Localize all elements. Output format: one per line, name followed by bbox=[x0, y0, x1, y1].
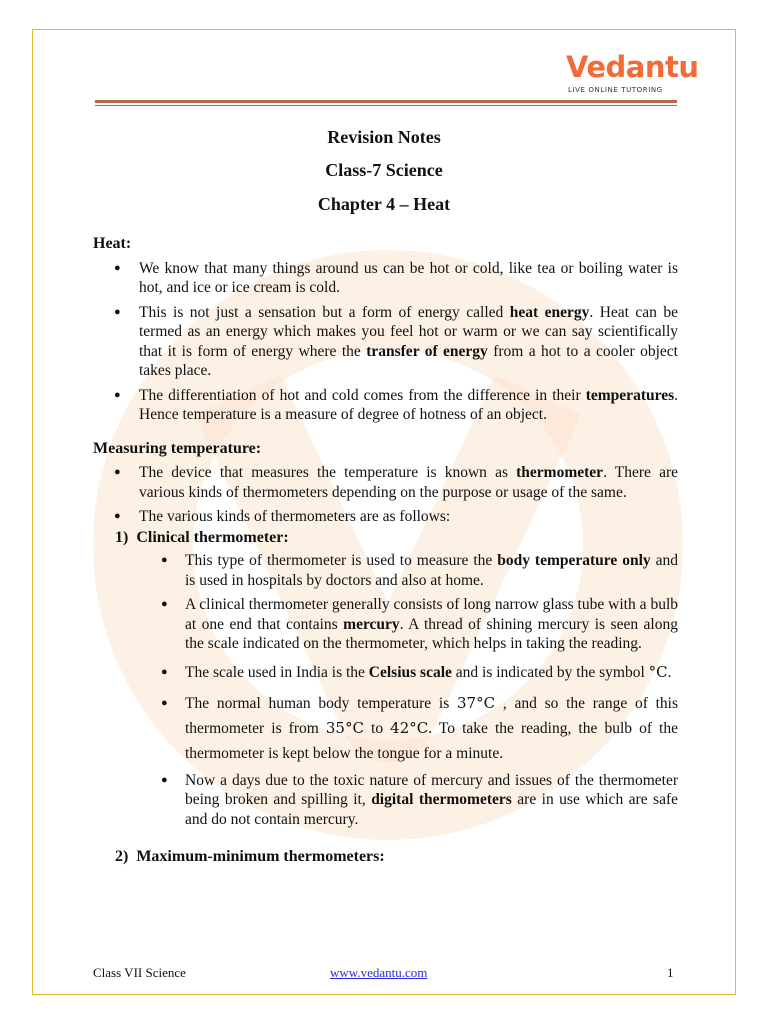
footer-class-label: Class VII Science bbox=[93, 965, 186, 980]
list-item: ● The scale used in India is the Celsius scale and is indicated by the symbol °C. bbox=[93, 659, 678, 686]
subheading-maxmin: 2) Maximum-minimum thermometers: bbox=[115, 848, 385, 865]
list-item: ● This type of thermometer is used to measure the body temperature only and is used in hospitals by doctors and also at home. bbox=[93, 551, 678, 590]
section-heading-measuring: Measuring temperature: bbox=[93, 439, 262, 457]
list-item: ● The differentiation of hot and cold comes from the difference in their temperatures. Hence temperature is a measure of degree of hotness of an object. bbox=[93, 386, 678, 425]
list-item: ● We know that many things around us can be hot or cold, like tea or boiling water is hot, and ice or ice cream is cold. bbox=[93, 259, 678, 298]
doc-title: Revision Notes bbox=[327, 127, 441, 147]
list-item: ● This is not just a sensation but a form of energy called heat energy. Heat can be termed as an energy which makes you feel hot or warm or we can say scientifically that it is form of energy where the transfer of energy from a hot to a cooler object takes place. bbox=[93, 303, 678, 381]
logo-tagline: LIVE ONLINE TUTORING bbox=[568, 86, 663, 94]
list-item: ● The normal human body temperature is 37°C , and so the range of this thermometer is from 35°C to 42°C. To take the reading, the bulb of the thermometer is kept below the tongue for a minute. bbox=[93, 691, 678, 766]
page-number: 1 bbox=[667, 965, 674, 980]
content-body bbox=[93, 234, 678, 871]
header-rule bbox=[95, 100, 677, 103]
doc-subtitle: Class-7 Science bbox=[325, 160, 443, 180]
logo-wordmark: Vedantu bbox=[566, 50, 699, 84]
footer-website-link[interactable]: www.vedantu.com bbox=[330, 965, 428, 980]
vedantu-logo[interactable] bbox=[566, 50, 699, 98]
celsius-symbol: °C bbox=[648, 662, 668, 681]
list-item: ● The device that measures the temperature is known as thermometer. There are various kinds of thermometers depending on the purpose or usage of the same. bbox=[93, 463, 678, 502]
list-item: ● A clinical thermometer generally consists of long narrow glass tube with a bulb at one end that contains mercury. A thread of shining mercury is seen along the scale indicated on the thermometer, which helps in taking the reading. bbox=[93, 595, 678, 654]
section-heading-heat: Heat: bbox=[93, 235, 132, 252]
clinical-bullets bbox=[93, 551, 678, 829]
list-item: ● Now a days due to the toxic nature of mercury and issues of the thermometer being broken and spilling it, digital thermometers are in use which are safe and do not contain mercury. bbox=[93, 771, 678, 830]
chapter-title: Chapter 4 – Heat bbox=[317, 194, 451, 214]
list-item: ● The various kinds of thermometers are as follows: bbox=[93, 507, 678, 527]
subheading-clinical: 1) Clinical thermometer: bbox=[115, 528, 289, 546]
heat-bullets bbox=[93, 259, 678, 425]
measuring-bullets bbox=[93, 463, 678, 527]
header-rule-thin bbox=[95, 105, 677, 106]
